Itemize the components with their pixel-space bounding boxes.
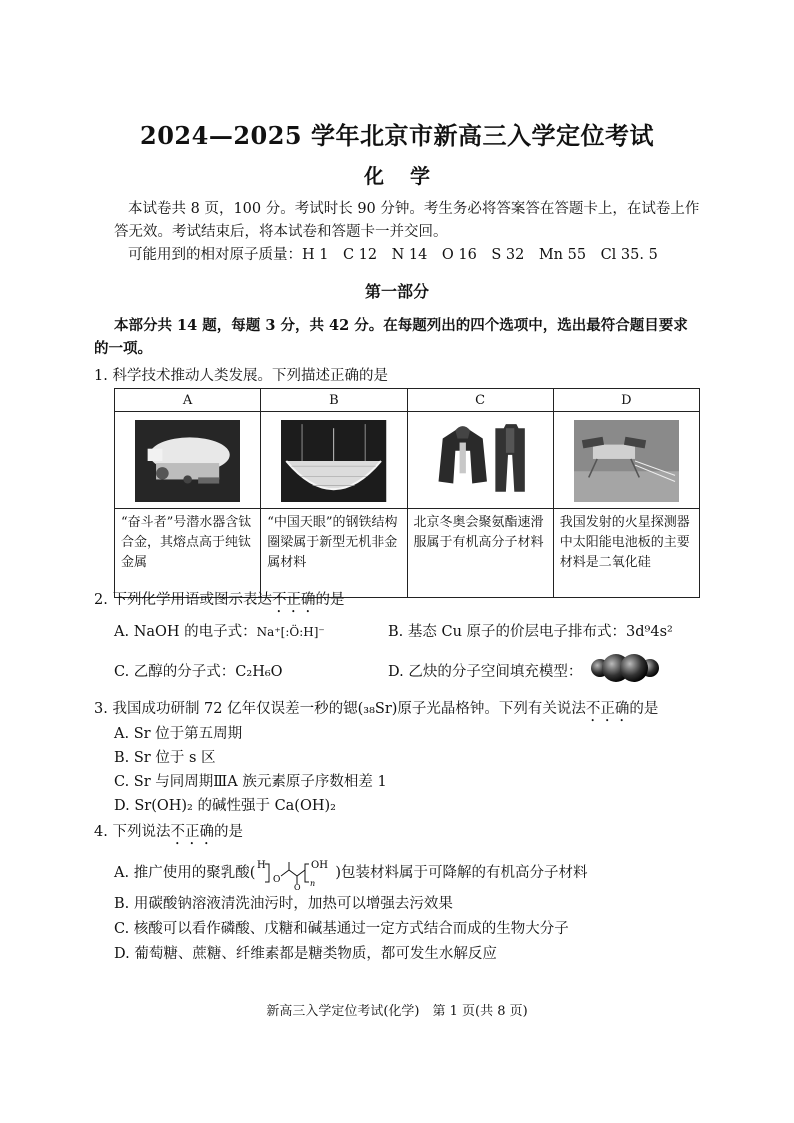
part-description (94, 314, 714, 360)
option-a-caption: “奋斗者”号潜水器含钛合金，其熔点高于纯钛金属 (115, 509, 261, 598)
option-d-caption: 我国发射的火星探测器中太阳能电池板的主要材料是二氧化硅 (553, 509, 699, 598)
q4-option-c: C. 核酸可以看作磷酸、戊糖和碱基通过一定方式结合而成的生物大分子 (114, 921, 569, 937)
atomic-mass-line: 可能用到的相对原子质量：H 1 C 12 N 14 O 16 S 32 Mn 55 Cl 35. 5 (128, 247, 658, 263)
q3-option-b: B. Sr 位于 s 区 (114, 750, 216, 766)
col-header: B (261, 389, 407, 412)
q4-option-d: D. 葡萄糖、蔗糖、纤维素都是糖类物质，都可发生水解反应 (114, 946, 497, 962)
subject-title: 化学 (364, 164, 456, 188)
q4-stem-text: 的是 (213, 824, 243, 840)
option-text: C. 乙醇的分子式： (114, 664, 236, 680)
q4-stem (94, 820, 243, 848)
q3-stem (94, 697, 658, 725)
svg-text:OH: OH (311, 860, 329, 871)
q2-option-b (388, 620, 673, 641)
q3-option-a: A. Sr 位于第五周期 (114, 726, 243, 742)
q4-emphasis: 不正确 (170, 824, 214, 840)
svg-text:H: H (257, 860, 267, 871)
fast-telescope-photo-cell (261, 412, 407, 509)
option-c-caption: 北京冬奥会聚氨酯速滑服属于有机高分子材料 (407, 509, 553, 598)
speed-skating-suit-photo-cell (407, 412, 553, 509)
acetylene-space-filling-model (590, 652, 660, 684)
part-title: 第一部分 (364, 282, 429, 301)
q2-option-a (114, 620, 325, 641)
part-desc-line: 的一项。 (94, 340, 152, 357)
q2-option-d (388, 660, 582, 681)
polylactic-acid-structure (255, 856, 335, 890)
speed-skating-suit-photo (428, 420, 533, 502)
option-text: )包装材料属于可降解的有机高分子材料 (335, 865, 588, 881)
option-text: A. 推广使用的聚乳酸( (114, 865, 256, 881)
part-desc-line: 本部分共 14 题，每题 3 分，共 42 分。在每题列出的四个选项中，选出最符合题目要求 (114, 317, 688, 334)
q2-stem-text: 的是 (315, 592, 345, 608)
q1-options-table (114, 388, 700, 598)
q4-stem-text: 4. 下列说法 (94, 824, 171, 840)
col-header: A (115, 389, 261, 412)
svg-text:O: O (294, 883, 301, 890)
q3-stem-text: 的是 (629, 701, 659, 717)
instructions (114, 198, 714, 267)
q2-stem-text: 2. 下列化学用语或图示表达 (94, 592, 272, 608)
col-header: C (407, 389, 553, 412)
exam-title: 2024—2025 学年北京市新高三入学定位考试 (140, 121, 654, 150)
q2-stem (94, 588, 344, 616)
option-text: A. NaOH 的电子式： (114, 624, 257, 640)
submersible-photo-cell (115, 412, 261, 509)
electron-configuration: 3d⁹4s² (626, 624, 673, 640)
q3-option-d: D. Sr(OH)₂ 的碱性强于 Ca(OH)₂ (114, 798, 336, 814)
q1-stem: 1. 科学技术推动人类发展。下列描述正确的是 (94, 368, 388, 384)
submersible-photo (135, 420, 240, 502)
q3-emphasis: 不正确 (585, 701, 630, 717)
q2-option-c (114, 660, 283, 681)
svg-text:O: O (273, 875, 281, 885)
option-b-caption: “中国天眼”的钢铁结构圈梁属于新型无机非金属材料 (261, 509, 407, 598)
page-footer: 新高三入学定位考试(化学) 第 1 页(共 8 页) (266, 1004, 528, 1019)
svg-text:n: n (310, 879, 316, 888)
q4-option-a (114, 856, 588, 890)
q3-option-c: C. Sr 与同周期ⅢA 族元素原子序数相差 1 (114, 774, 387, 790)
molecular-formula: C₂H₆O (235, 664, 283, 680)
electron-formula: Na⁺[:Ö:H]⁻ (256, 625, 325, 639)
option-text: B. 基态 Cu 原子的价层电子排布式： (388, 624, 627, 640)
col-header: D (553, 389, 699, 412)
fast-telescope-photo (281, 420, 386, 502)
instruction-line: 本试卷共 8 页，100 分。考试时长 90 分钟。考生务必将答案答在答题卡上，在试卷上作 (128, 201, 700, 217)
mars-rover-photo (574, 420, 679, 502)
q3-stem-text: 3. 我国成功研制 72 亿年仅误差一秒的锶(₃₈Sr)原子光晶格钟。下列有关说法 (94, 701, 586, 717)
mars-rover-photo-cell (553, 412, 699, 509)
instruction-line: 答无效。考试结束后，将本试卷和答题卡一并交回。 (114, 224, 448, 240)
q4-option-b: B. 用碳酸钠溶液清洗油污时，加热可以增强去污效果 (114, 896, 453, 912)
q2-emphasis: 不正确 (271, 592, 316, 608)
option-text: D. 乙炔的分子空间填充模型： (388, 664, 583, 680)
